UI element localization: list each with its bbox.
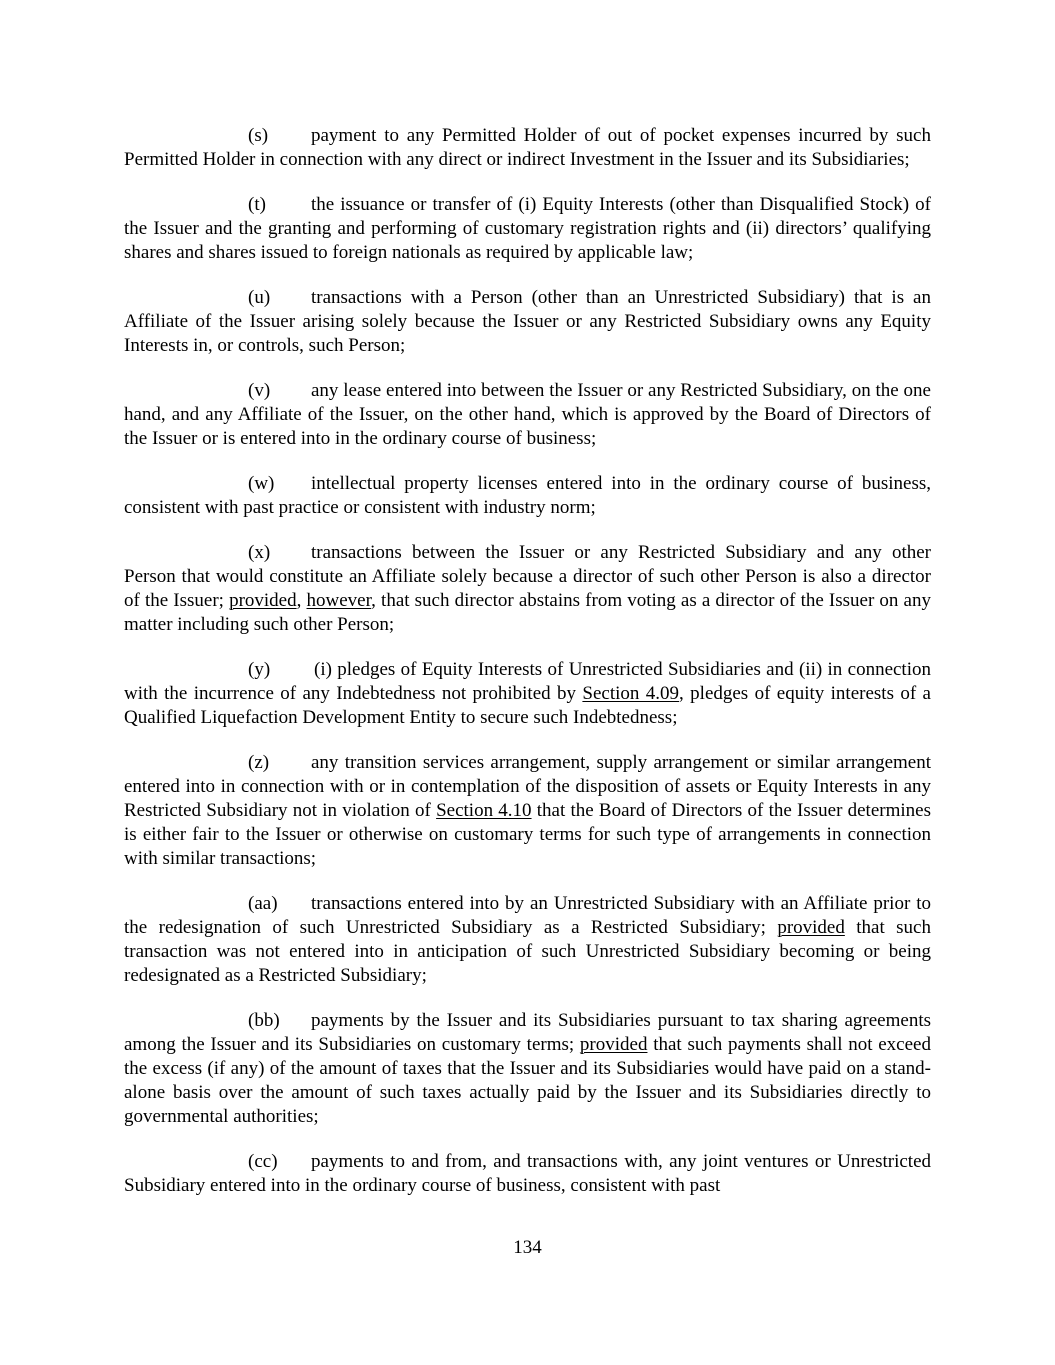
clause-label: (x) (248, 542, 271, 563)
clause-paragraph (124, 379, 931, 451)
page-number: 134 (513, 1237, 542, 1258)
clause-paragraph (124, 541, 931, 637)
clause-paragraph (124, 286, 931, 358)
clause-text: transactions between the Issuer or any Restricted Subsidiary and any other Person that would constitute an Affiliate solely because a director of such other Person is also a director of the Issuer; (124, 542, 931, 611)
clause-text: any transition services arrangement, supply arrangement or similar arrangement entered into in connection with or in contemplation of the disposition of assets or Equity Interests in any Restricted Subsidiary not in violation of (124, 752, 931, 821)
clause-text: payments by the Issuer and its Subsidiaries pursuant to tax sharing agreements among the Issuer and its Subsidiaries on customary terms; (124, 1010, 931, 1055)
clause-paragraph (124, 892, 931, 988)
clause-label: (s) (248, 125, 269, 146)
clause-text: , that such director abstains from voting as a director of the Issuer on any matter including such other Person; (124, 590, 931, 635)
underlined-term: provided (579, 1034, 648, 1055)
clause-text: payments to and from, and transactions with, any joint ventures or Unrestricted Subsidiary entered into in the ordinary course of business, consistent with past (124, 1151, 931, 1196)
clause-text: transactions entered into by an Unrestricted Subsidiary with an Affiliate prior to the redesignation of such Unrestricted Subsidiary as a Restricted Subsidiary; (124, 893, 931, 938)
underlined-term: however (306, 590, 372, 611)
underlined-term: Section 4.09 (582, 683, 680, 704)
clause-paragraph (124, 472, 931, 520)
clause-label: (z) (248, 752, 270, 773)
clause-label: (y) (248, 659, 271, 680)
clause-label: (cc) (248, 1151, 278, 1172)
clause-label: (u) (248, 287, 271, 308)
clause-text: transactions with a Person (other than an Unrestricted Subsidiary) that is an Affiliate of the Issuer arising solely because the Issuer or any Restricted Subsidiary owns any Equity Interests in, or controls, such Person; (124, 287, 931, 356)
clause-paragraph (124, 193, 931, 265)
clause-text: the issuance or transfer of (i) Equity Interests (other than Disqualified Stock) of the Issuer and the granting and performing of customary registration rights and (ii) directors’ qualifying shares and shares issued to foreign nationals as required by applicable law; (124, 194, 931, 263)
clause-text: (i) pledges of Equity Interests of Unrestricted Subsidiaries and (ii) in connection with the incurrence of any Indebtedness not prohibited by (124, 659, 931, 704)
clause-list (124, 124, 931, 1198)
clause-label: (bb) (248, 1010, 280, 1031)
clause-paragraph (124, 1009, 931, 1129)
clause-text: payment to any Permitted Holder of out of pocket expenses incurred by such Permitted Holder in connection with any direct or indirect Investment in the Issuer and its Subsidiaries; (124, 125, 931, 170)
document-page (124, 124, 931, 1219)
clause-text: any lease entered into between the Issuer or any Restricted Subsidiary, on the one hand, and any Affiliate of the Issuer, on the other hand, which is approved by the Board of Directors of the Issuer or is entered into in the ordinary course of business; (124, 380, 931, 449)
clause-text: intellectual property licenses entered into in the ordinary course of business, consistent with past practice or consistent with industry norm; (124, 473, 931, 518)
clause-paragraph (124, 124, 931, 172)
underlined-term: Section 4.10 (436, 800, 532, 821)
clause-text: , pledges of equity interests of a Qualified Liquefaction Development Entity to secure such Indebtedness; (124, 683, 931, 728)
clause-label: (t) (248, 194, 266, 215)
underlined-term: provided (229, 590, 297, 611)
clause-text: , (296, 590, 307, 611)
clause-text: that such payments shall not exceed the excess (if any) of the amount of taxes that the Issuer and its Subsidiaries would have paid on a stand-alone basis over the amount of such taxes actually paid by the Issuer and its Subsidiaries directly to governmental authorities; (124, 1034, 931, 1127)
clause-paragraph (124, 1150, 931, 1198)
clause-label: (v) (248, 380, 271, 401)
clause-text: that such transaction was not entered into in anticipation of such Unrestricted Subsidiary becoming or being redesignated as a Restricted Subsidiary; (124, 917, 931, 986)
clause-label: (aa) (248, 893, 278, 914)
clause-label: (w) (248, 473, 275, 494)
clause-paragraph (124, 751, 931, 871)
clause-paragraph (124, 658, 931, 730)
underlined-term: provided (777, 917, 845, 938)
clause-text: that the Board of Directors of the Issuer determines is either fair to the Issuer or otherwise on customary terms for such type of arrangements in connection with similar transactions; (124, 800, 931, 869)
